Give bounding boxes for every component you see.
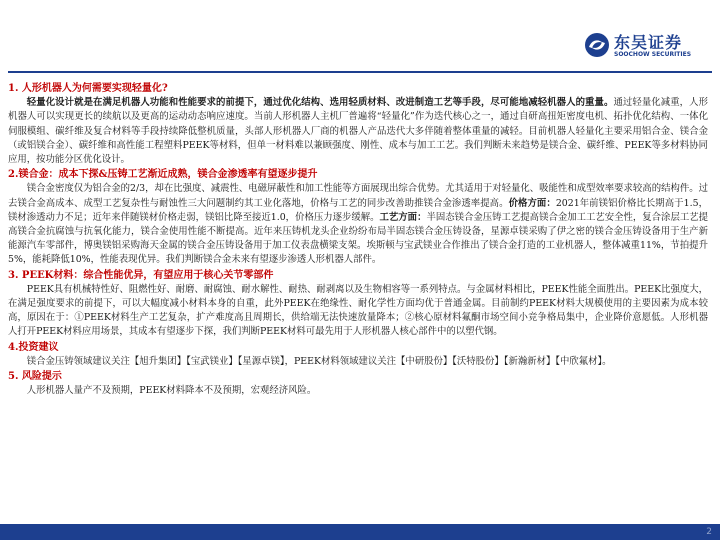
bold-lead-process: 工艺方面：	[379, 211, 427, 223]
section-paragraph	[8, 384, 708, 398]
section-paragraph	[8, 355, 708, 369]
report-body	[8, 82, 708, 399]
paragraph-text-process: 半固态镁合金压铸工艺提高镁合金加工工艺安全性，复合涂层工艺提高镁合金抗腐蚀与抗氧化能力，镁合金使用性能不断提高。近年来压铸机龙头企业纷纷布局半固态镁合金压铸设备，星源卓镁采购了伊之密的镁合金压铸设备用于生产新能源汽车零部件，博奥镁铝采购海天金属的镁合金压铸设备用于加工仪表盘横梁支架。埃斯顿与宝武镁业合作推出了镁合金打造的工业机器人，整体减重11%，节拍提升5%，能耗降低10%，性能表现优异。我们判断镁合金未来有望逐步渗透人形机器人部件。	[8, 211, 708, 266]
footer-bar	[0, 524, 720, 540]
header-divider	[8, 71, 712, 73]
section-paragraph	[8, 96, 708, 167]
bold-lead-price: 价格方面：	[508, 197, 556, 209]
company-logo	[584, 30, 694, 66]
paragraph-text: PEEK具有机械特性好、阻燃性好、耐磨、耐腐蚀、耐水解性、耐热、耐剥离以及生物相容等一系列特点。与金属材料相比，PEEK性能全面胜出。PEEK比强度大，在满足强度要求的前提下，可以大幅度减小材料本身的自重，此外PEEK在绝缘性、耐化学性方面均优于普通金属。目前制约PEEK材料大规模使用的主要因素为成本较高，原因在于：①PEEK材料生产工艺复杂，扩产难度高且周期长，供给端无法快速放量降本；②核心原材料氟酮市场空间小竞争格局集中，企业降价意愿低。人形机器人打开PEEK材料应用场景，其成本有望逐步下探，我们判断PEEK材料可最先用于人形机器人核心部件中的以塑代钢。	[8, 283, 708, 338]
section-heading: 1. 人形机器人为何需要实现轻量化?	[8, 83, 168, 94]
bold-lead: 轻量化设计就是在满足机器人功能和性能要求的前提下，通过优化结构、选用轻质材料、改进制造工艺等手段，尽可能地减轻机器人的重量。	[26, 97, 614, 109]
section-heading: 3. PEEK材料：综合性能优异，有望应用于核心关节零部件	[8, 269, 274, 281]
section-paragraph	[8, 182, 708, 267]
paragraph-text: 通过轻量化减重，人形机器人可以实现更长的续航以及更高的运动动态响应速度。当前人形机器人主机厂普遍将“轻量化”作为迭代核心之一，通过自研高扭矩密度电机、拓扑优化结构、一体化伺服模组、碳纤维及复合材料等手段持续降低整机质量，头部人形机器人厂商的机器人产品迭代大多伴随着整体重量的减轻。目前机器人轻量化主要采用铝合金、镁合金（或铝镁合金）、碳纤维和高性能工程塑料PEEK等材料，但单一材料难以兼顾强度、刚性、成本与加工工艺。我们判断未来趋势是镁合金、碳纤维、PEEK等多材料协同应用，按功能分区优化设计。	[8, 97, 708, 166]
section-investment	[8, 341, 708, 369]
section-heading: 4.投资建议	[8, 341, 59, 353]
soochow-logo-icon	[584, 32, 610, 58]
section-peek	[8, 269, 708, 340]
page-header	[0, 0, 720, 72]
logo-english-name: SOOCHOW SECURITIES	[614, 51, 692, 58]
page-number: 2	[706, 527, 712, 537]
paragraph-text: 镁合金压铸领域建议关注【旭升集团】【宝武镁业】【星源卓镁】，PEEK材料领域建议关注【中研股份】【沃特股份】【新瀚新材】【中欣氟材】。	[26, 355, 612, 367]
section-heading: 2.镁合金：成本下探&压铸工艺渐近成熟，镁合金渗透率有望逐步提升	[8, 169, 318, 181]
section-paragraph	[8, 283, 708, 340]
paragraph-text-price: 2021年前镁铝价格比长期高于1.5，镁材渗透动力不足；近年来伴随镁材价格走弱，镁铝比降至接近1.0，价格压力逐步缓解。	[8, 197, 708, 223]
section-heading: 5. 风险提示	[8, 371, 62, 383]
section-risk	[8, 370, 708, 398]
section-magnesium	[8, 168, 708, 267]
section-lightweight	[8, 82, 708, 167]
paragraph-text: 人形机器人量产不及预期，PEEK材料降本不及预期，宏观经济风险。	[26, 385, 317, 397]
logo-chinese-name: 东吴证券	[614, 33, 683, 52]
paragraph-text: 镁合金密度仅为铝合金的2/3，却在比强度、减震性、电磁屏蔽性和加工性能等方面展现出综合优势。尤其适用于对轻量化、吸能性和成型效率要求较高的结构件。过去镁合金高成本、成型工艺复杂性与耐蚀性三大问题制约其工业化落地，价格与工艺的同步改善助推镁合金渗透率提高。	[8, 183, 708, 209]
